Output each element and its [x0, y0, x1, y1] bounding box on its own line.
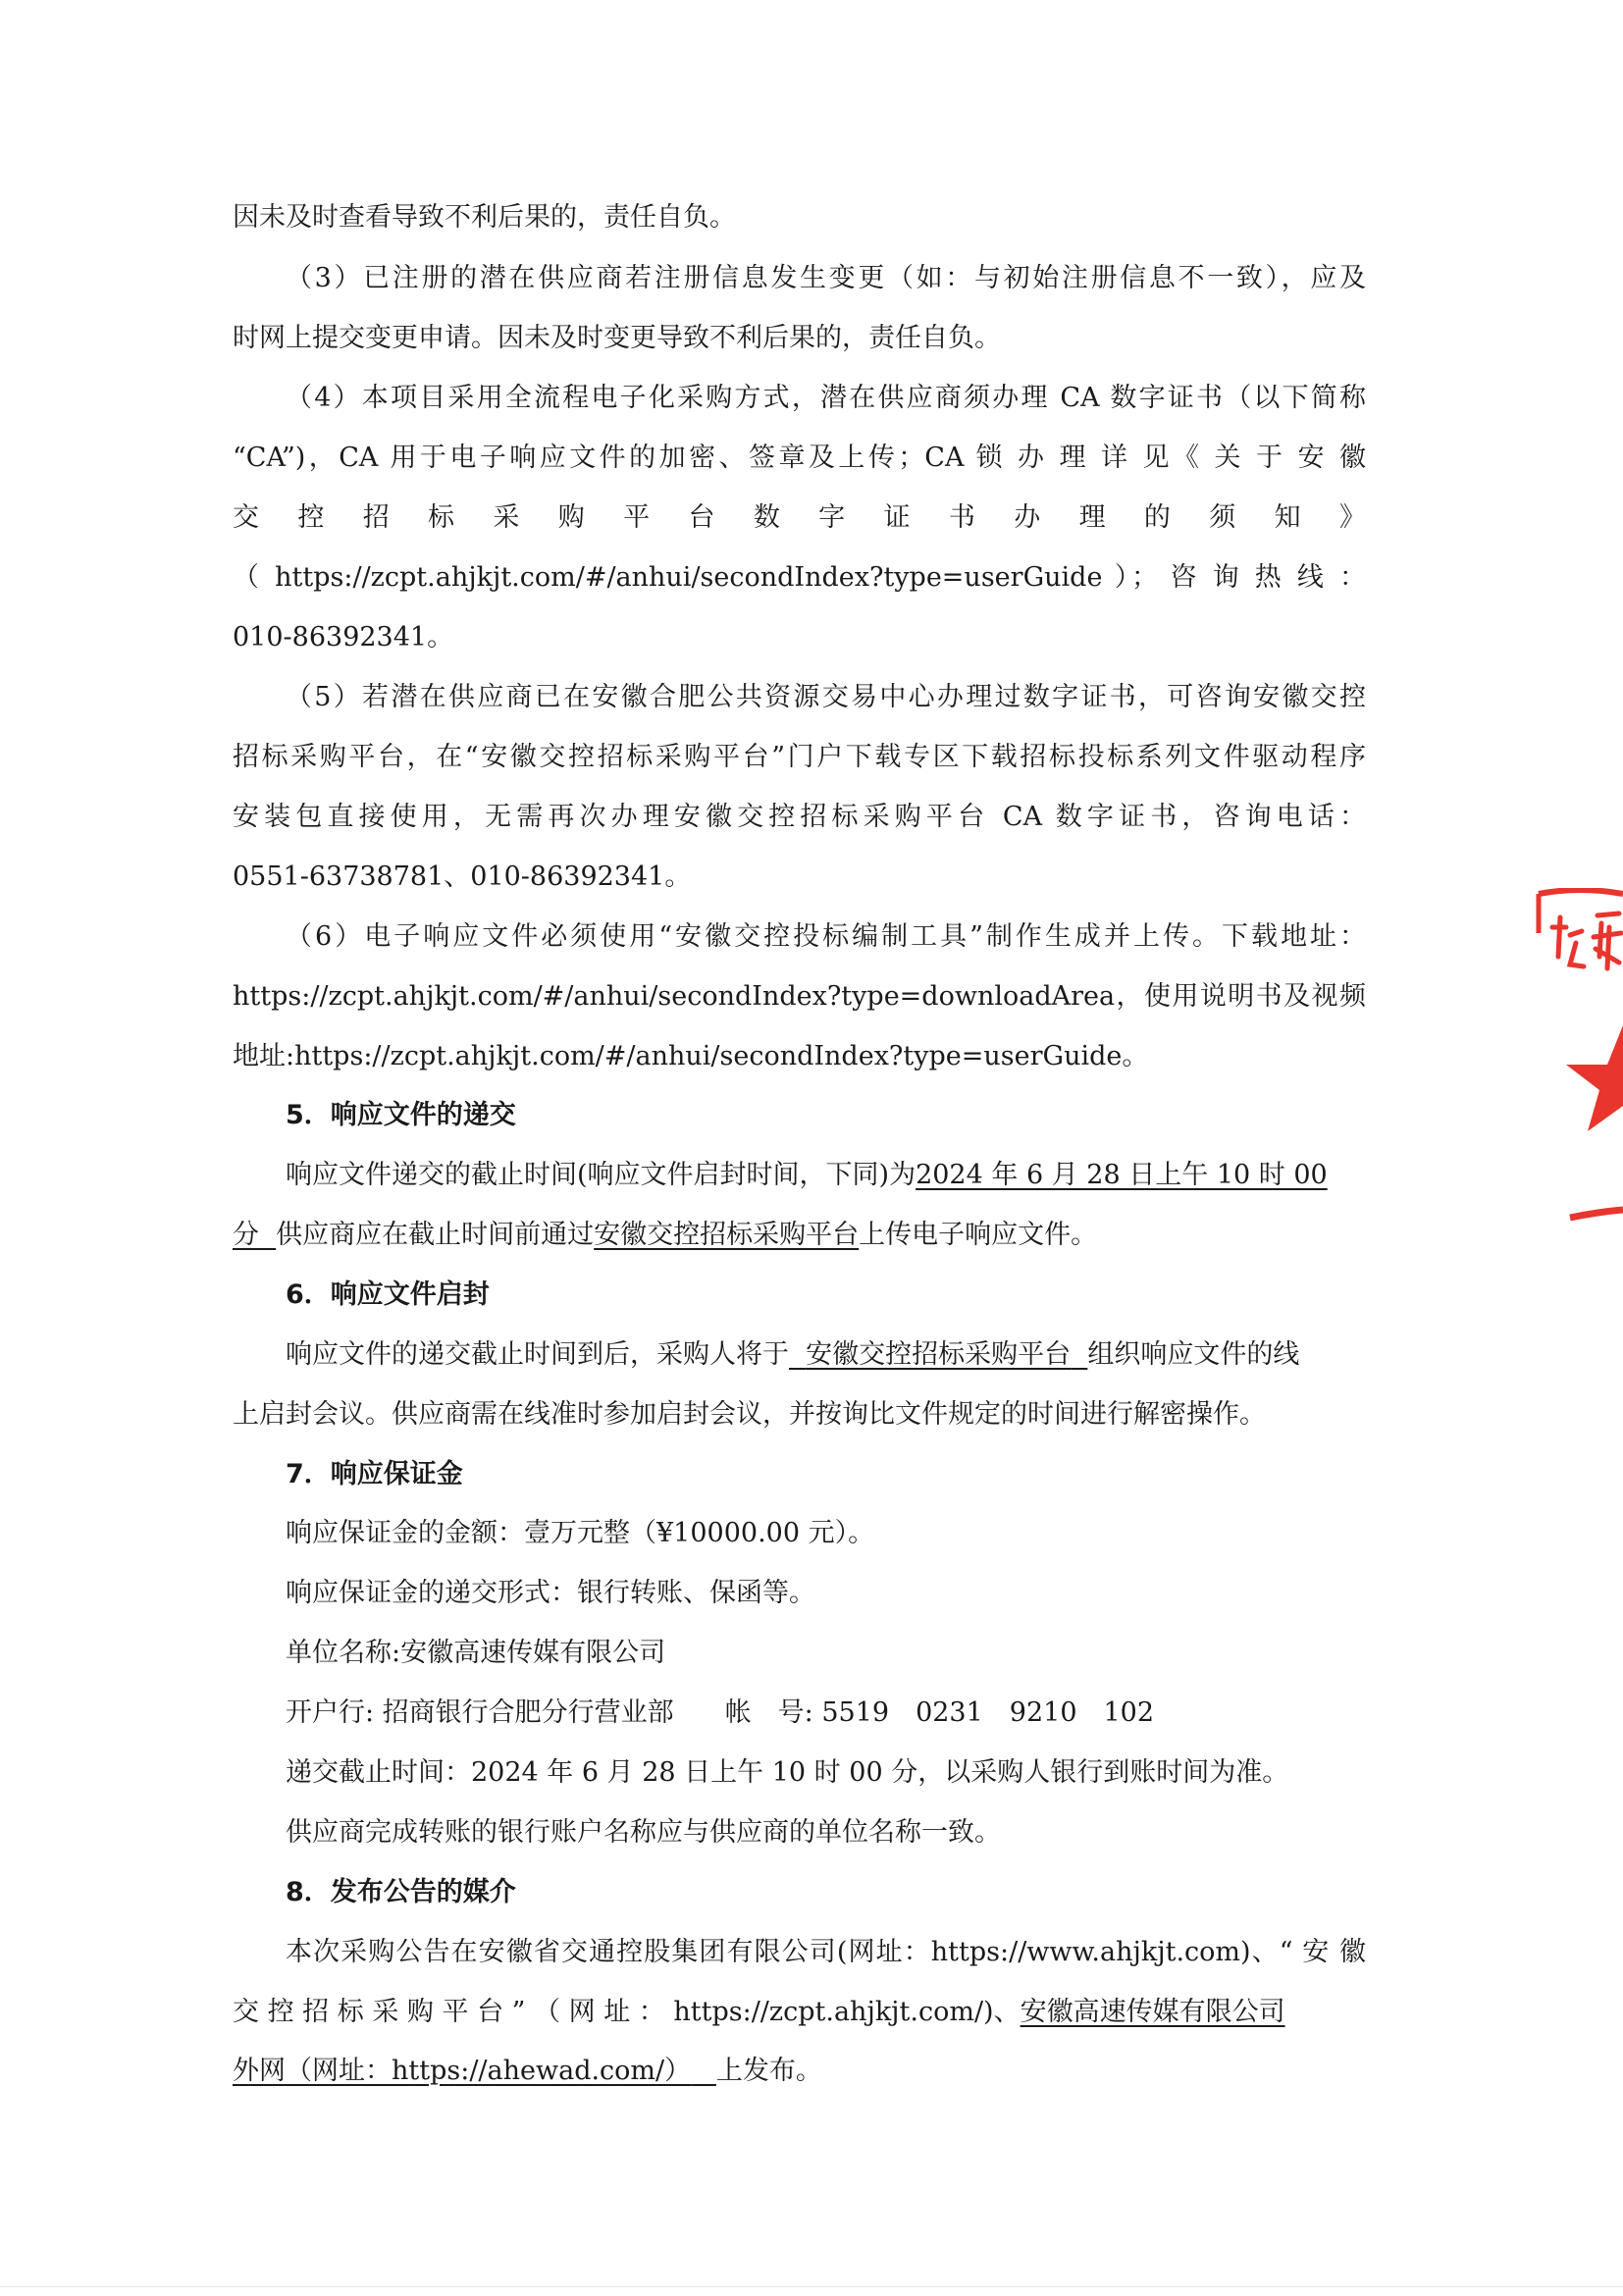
paragraph-line: “CA”)，CA 用于电子响应文件的加密、签章及上传；CA 锁 办 理 详 见《 关 于 安 徽	[233, 443, 1366, 473]
deadline-underlined: 2024 年 6 月 28 日上午 10 时 00	[916, 1160, 1328, 1190]
paragraph-line	[286, 1156, 1366, 1195]
paragraph-line: （5）若潜在供应商已在安徽合肥公共资源交易中心办理过数字证书，可咨询安徽交控	[286, 682, 1366, 712]
paragraph-line: 上启封会议。供应商需在线准时参加启封会议，并按询比文件规定的时间进行解密操作。	[233, 1399, 1266, 1430]
text-segment: 组织响应文件的线	[1087, 1339, 1300, 1370]
paragraph-line: （4）本项目采用全流程电子化采购方式，潜在供应商须办理 CA 数字证书（以下简称	[286, 383, 1366, 413]
company-underlined: 安徽高速传媒有限公司	[1020, 1997, 1285, 2027]
platform-underlined: 安徽交控招标采购平台	[594, 1220, 860, 1250]
paragraph-line: 供应商完成转账的银行账户名称应与供应商的单位名称一致。	[286, 1817, 1001, 1848]
section-heading-6: 6．响应文件启封	[286, 1279, 490, 1310]
text-segment: 供应商应在截止时间前通过	[276, 1220, 595, 1250]
paragraph-line: 交 控 招 标 采 购 平 台 数 字 证 书 办 理 的 须 知 》	[233, 502, 1366, 533]
text-segment: 响应文件递交的截止时间(响应文件启封时间，下同)为	[286, 1160, 916, 1190]
paragraph-line	[233, 1216, 1366, 1255]
paragraph-line: 因未及时查看导致不利后果的，责任自负。	[233, 202, 736, 233]
paragraph-line: 0551-63738781、010-86392341。	[233, 861, 692, 892]
section-heading-7: 7．响应保证金	[286, 1459, 463, 1489]
paragraph-line: （6）电子响应文件必须使用“安徽交控投标编制工具”制作生成并上传。下载地址：	[286, 921, 1366, 952]
paragraph-line: （ https://zcpt.ahjkjt.com/#/anhui/secondIndex?type=userGuide ）； 咨 询 热 线 ：	[233, 562, 1366, 593]
paragraph-line	[233, 1993, 1366, 2032]
paragraph-line: 递交截止时间：2024 年 6 月 28 日上午 10 时 00 分，以采购人银行到账时间为准。	[286, 1757, 1289, 1788]
section-heading-8: 8．发布公告的媒介	[286, 1877, 516, 1907]
account-number: 帐 号: 5519 0231 9210 102	[724, 1697, 1155, 1728]
paragraph-line: 时网上提交变更申请。因未及时变更导致不利后果的，责任自负。	[233, 323, 1001, 353]
paragraph-line: （3）已注册的潜在供应商若注册信息发生变更（如：与初始注册信息不一致），应及	[286, 263, 1366, 293]
paragraph-line: 响应保证金的递交形式：银行转账、保函等。	[286, 1578, 815, 1608]
paragraph-line	[233, 2052, 1366, 2091]
paragraph-line: 本次采购公告在安徽省交通控股集团有限公司(网址：https://www.ahjkjt.com)、“ 安 徽	[286, 1937, 1366, 1967]
paragraph-line: 招标采购平台，在“安徽交控招标采购平台”门户下载专区下载招标投标系列文件驱动程序	[233, 742, 1366, 772]
section-heading-5: 5．响应文件的递交	[286, 1100, 516, 1130]
text-segment: 上传电子响应文件。	[859, 1220, 1098, 1250]
text-segment: 响应文件的递交截止时间到后，采购人将于	[286, 1339, 789, 1370]
text-segment: 上发布。	[715, 2056, 822, 2086]
website-underlined: 外网（网址：https://ahewad.com/）	[233, 2056, 692, 2086]
text-segment: 交 控 招 标 采 购 平 台 ” （ 网 址 ： https://zcpt.ahjkjt.com/)、	[233, 1997, 1021, 2027]
platform-underlined: 安徽交控招标采购平台	[806, 1339, 1072, 1370]
company-seal-icon	[1531, 888, 1623, 1226]
paragraph-line: 响应保证金的金额：壹万元整（¥10000.00 元）。	[286, 1518, 875, 1548]
company-name-line: 单位名称:安徽高速传媒有限公司	[286, 1638, 666, 1668]
paragraph-line: 安装包直接使用，无需再次办理安徽交控招标采购平台 CA 数字证书，咨询电话：	[233, 802, 1366, 832]
paragraph-line: 地址:https://zcpt.ahjkjt.com/#/anhui/secondIndex?type=userGuide。	[233, 1041, 1149, 1071]
paragraph-line	[286, 1335, 1366, 1375]
paragraph-line: 010-86392341。	[233, 622, 454, 652]
bank-name: 开户行: 招商银行合肥分行营业部	[286, 1697, 674, 1728]
paragraph-line: https://zcpt.ahjkjt.com/#/anhui/secondIndex?type=downloadArea，使用说明书及视频	[233, 981, 1366, 1012]
scan-edge-line	[0, 2286, 1623, 2287]
deadline-underlined: 分	[233, 1220, 259, 1250]
bank-account-line	[286, 1694, 1366, 1733]
